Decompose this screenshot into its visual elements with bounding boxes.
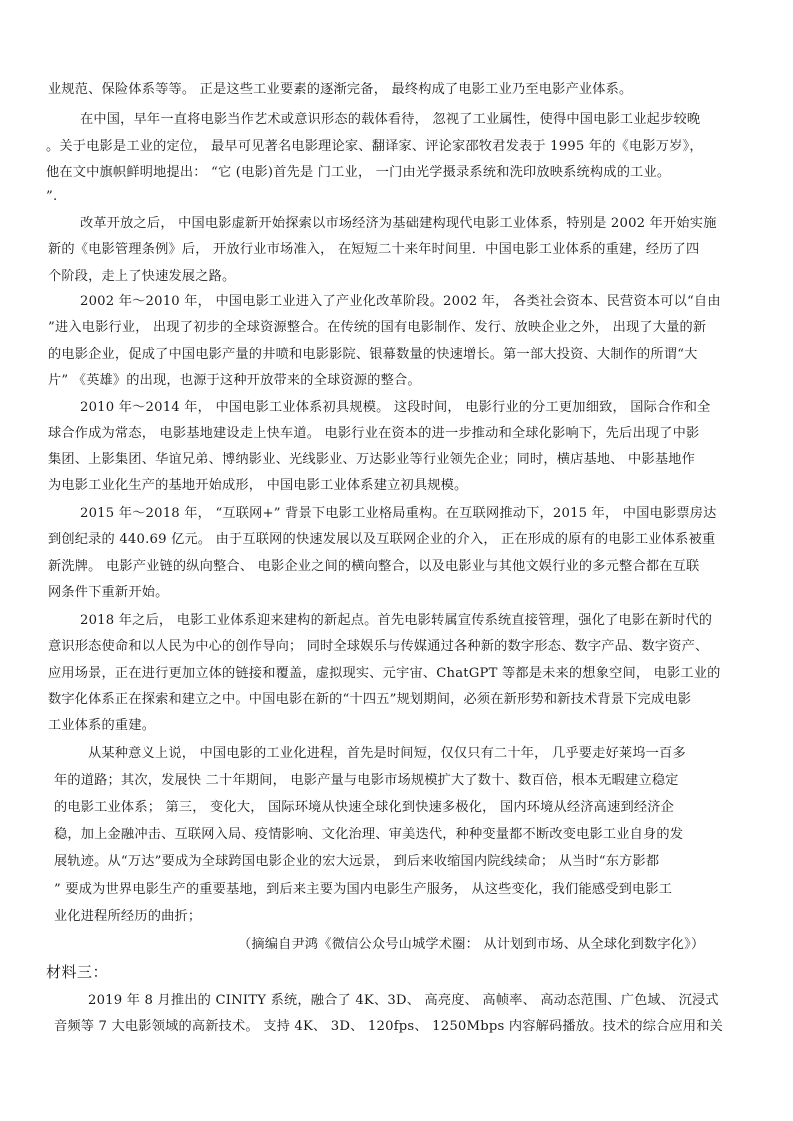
text-line: 数字化体系正在探索和建立之中。中国电影在新的“十四五”规划期间，必须在新形势和新技术背景下完成电影: [48, 692, 692, 707]
paragraph-start: 2002 年～2010 年， 中国电影工业进入了产业化改革阶段。2002 年， 各类社会资本、民营资本可以“自由: [80, 294, 721, 309]
text-line: 新的《电影管理条例》后， 开放行业市场准入， 在短短二十来年时间里．中国电影工业体系的重建，经历了四: [48, 242, 700, 257]
text-line: 。关于电影是工业的定位， 最早可见著名电影理论家、翻译家、评论家邵牧君发表于 1995 年的《电影万岁》，: [46, 139, 703, 154]
text-line: 集团、上影集团、华谊兄弟、博纳影业、光线影业、万达影业等行业领先企业；同时，横店基地、 中影基地作: [48, 452, 695, 467]
paragraph-start: 在中国，早年一直将电影当作艺术或意识形态的载体看待， 忽视了工业属性，使得中国电影工业起步较晚: [80, 112, 701, 127]
paragraph-start: 从某种意义上说， 中国电影的工业化进程，首先是时间短，仅仅只有二十年， 几乎要走好莱坞一百多: [88, 746, 686, 761]
paragraph-start: 2015 年～2018 年， “互联网+” 背景下电影工业格局重构。在互联网推动下，2015 年， 中国电影票房达: [80, 506, 717, 521]
text-line: 工业体系的重建。: [48, 718, 156, 733]
text-line: 业化进程所经历的曲折；: [54, 909, 202, 924]
text-line: 年的道路；其次，发展快 二十年期间， 电影产量与电影市场规模扩大了数十、数百倍，根本无暇建立稳定: [54, 773, 679, 788]
text-line: 网条件下重新开始。: [48, 585, 169, 600]
paragraph-start: 2010 年～2014 年， 中国电影工业体系初具规模。 这段时间， 电影行业的分工更加细致， 国际合作和全: [80, 400, 711, 415]
paragraph-start: 2018 年之后， 电影工业体系迎来建构的新起点。首先电影转属宣传系统直接管理，强化了电影在新时代的: [80, 613, 713, 628]
text-line: 新洗牌。 电影产业链的纵向整合、 电影企业之间的横向整合，以及电影业与其他文娱行业的多元整合都在互联: [48, 559, 700, 574]
text-line: 为电影工业化生产的基地开始成形， 中国电影工业体系建立初具规模。: [48, 478, 468, 493]
text-line: 球合作成为常态， 电影基地建设走上快车道。 电影行业在资本的进一步推动和全球化影响下，先后出现了中影: [48, 426, 700, 441]
text-line: 展轨迹。从“万达”要成为全球跨国电影企业的宏大远景， 到后来收缩国内院线续命； 从当时“东方影都: [54, 854, 660, 869]
text-line: ” 要成为世界电影生产的重要基地，到后来主要为国内电影生产服务， 从这些变化，我们能感受到电影工: [54, 882, 673, 897]
text-line: 意识形态使命和以人民为中心的创作导向； 同时全球娱乐与传媒通过各种新的数字形态、数字产品、数字资产、: [48, 639, 709, 654]
text-line: 的电影工业体系； 第三， 变化大， 国际环境从快速全球化到快速多极化， 国内环境从经济高速到经济企: [54, 800, 675, 815]
text-line: 音频等 7 大电影领域的高新技术。 支持 4K、 3D、 120fps、 1250Mbps 内容解码播放。技术的综合应用和关: [54, 1019, 724, 1034]
text-line: 业规范、保险体系等等。 正是这些工业要素的逐渐完备， 最终构成了电影工业乃至电影产业体系。: [48, 82, 633, 97]
text-line: ”进入电影行业， 出现了初步的全球资源整合。在传统的国有电影制作、发行、放映企业之外， 出现了大量的新: [48, 320, 707, 335]
paragraph-start: 2019 年 8 月推出的 CINITY 系统，融合了 4K、3D、 高亮度、 高帧率、 高动态范围、广色域、 沉浸式: [88, 993, 719, 1008]
text-line: ”.: [46, 189, 58, 204]
text-line: 到创纪录的 440.69 亿元。 由于互联网的快速发展以及互联网企业的介入， 正在形成的原有的电影工业体系被重: [48, 532, 716, 547]
text-line: 应用场景，正在进行更加立体的链接和覆盖，虚拟现实、元宇宙、ChatGPT 等都是未来的想象空间， 电影工业的: [48, 666, 721, 681]
text-line: 片” 《英雄》的出现，也源于这种开放带来的全球资源的整合。: [48, 373, 421, 388]
text-line: 个阶段，走上了快速发展之路。: [48, 269, 236, 284]
paragraph-start: 改革开放之后， 中国电影虚新开始探索以市场经济为基础建构现代电影工业体系，特别是 2002 年开始实施: [80, 216, 717, 231]
source-citation: （摘编自尹鸿《微信公众号山城学术圈： 从计划到市场、从全球化到数字化》）: [238, 937, 705, 952]
text-line: 他在文中旗帜鲜明地提出： “它 (电影)首先是 门工业， 一门由光学摄录系统和洗印放映系统构成的工业。: [46, 165, 671, 180]
text-line: 的电影企业，促成了中国电影产量的井喷和电影影院、银幕数量的快速增长。第一部大投资、大制作的所谓“大: [48, 347, 698, 362]
section-heading: 材料三：: [46, 963, 109, 981]
text-line: 稳，加上金融冲击、互联网入局、疫情影响、文化治理、审美迭代，种种变量都不断改变电影工业自身的发: [54, 827, 684, 842]
